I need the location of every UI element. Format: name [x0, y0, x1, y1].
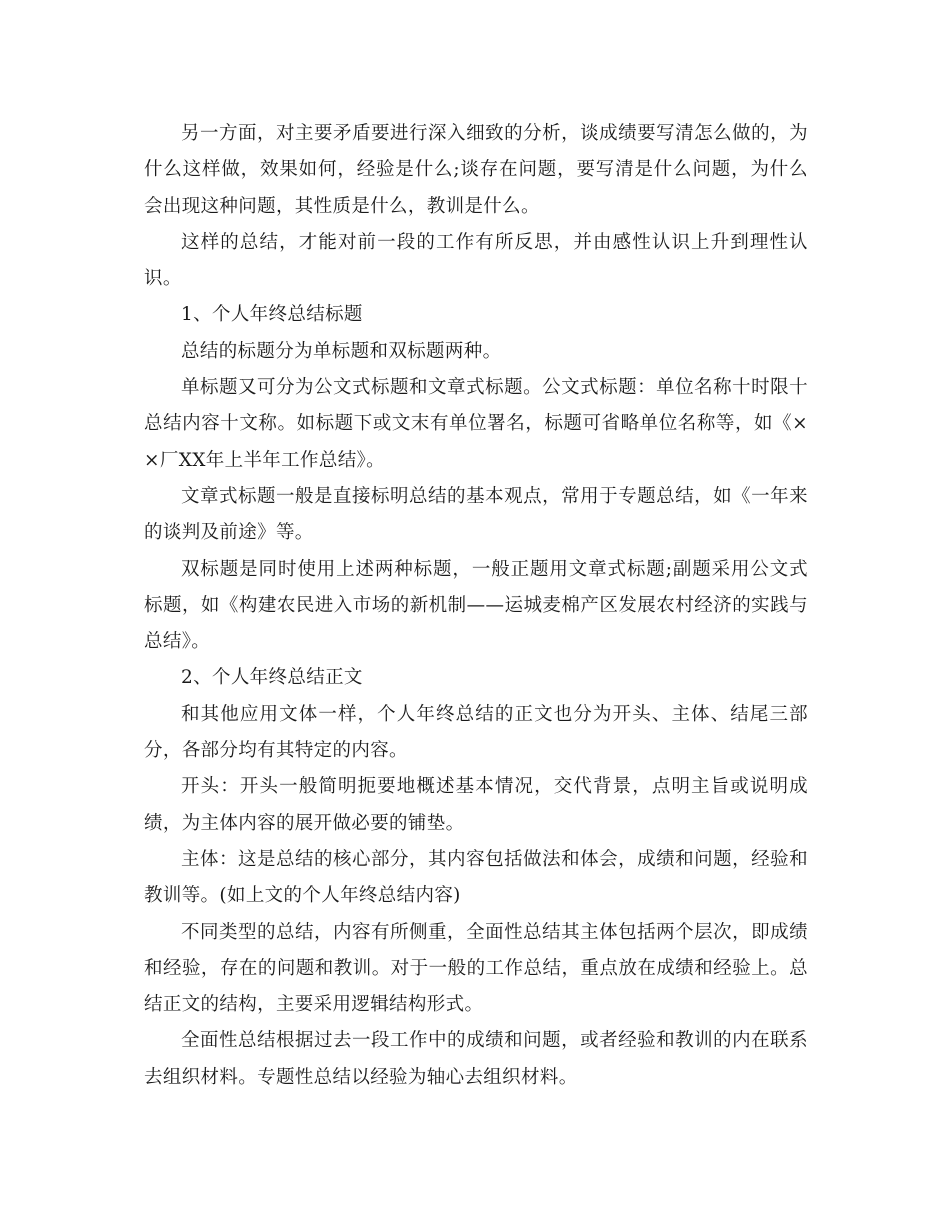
paragraph-double-title: 双标题是同时使用上述两种标题，一般正题用文章式标题;副题采用公文式标题，如《构建农民进入市场的新机制——运城麦棉产区发展农村经济的实践与总结》。	[144, 558, 808, 653]
paragraph-main-body: 主体：这是总结的核心部分，其内容包括做法和体会，成绩和问题，经验和教训等。(如上文的个人年终总结内容)	[144, 848, 808, 907]
paragraph-body-structure: 和其他应用文体一样，个人年终总结的正文也分为开头、主体、结尾三部分，各部分均有其特定的内容。	[144, 703, 808, 762]
section-heading-body: 2、个人年终总结正文	[181, 667, 363, 689]
document-body	[144, 116, 808, 1096]
paragraph-article-title: 文章式标题一般是直接标明总结的基本观点，常用于专题总结，如《一年来的谈判及前途》等。	[144, 485, 808, 544]
paragraph-single-title: 单标题又可分为公文式标题和文章式标题。公文式标题：单位名称十时限十总结内容十文称。如标题下或文末有单位署名，标题可省略单位名称等，如《××厂XX年上半年工作总结》。	[144, 377, 808, 471]
paragraph-title-types: 总结的标题分为单标题和双标题两种。	[181, 340, 502, 362]
paragraph-reflection: 这样的总结，才能对前一段的工作有所反思，并由感性认识上升到理性认识。	[144, 231, 808, 290]
paragraph-summary-types: 不同类型的总结，内容有所侧重，全面性总结其主体包括两个层次，即成绩和经验，存在的问题和教训。对于一般的工作总结，重点放在成绩和经验上。总结正文的结构，主要采用逻辑结构形式。	[144, 921, 808, 1016]
paragraph-organization: 全面性总结根据过去一段工作中的成绩和问题，或者经验和教训的内在联系去组织材料。专题性总结以经验为轴心去组织材料。	[144, 1030, 808, 1088]
paragraph-opening: 开头：开头一般简明扼要地概述基本情况，交代背景，点明主旨或说明成绩，为主体内容的展开做必要的铺垫。	[144, 776, 808, 834]
section-heading-title: 1、个人年终总结标题	[181, 304, 363, 326]
paragraph-analysis: 另一方面，对主要矛盾要进行深入细致的分析，谈成绩要写清怎么做的，为什么这样做，效果如何，经验是什么;谈存在问题，要写清是什么问题，为什么会出现这种问题，其性质是什么，教训是什么。	[144, 123, 808, 217]
